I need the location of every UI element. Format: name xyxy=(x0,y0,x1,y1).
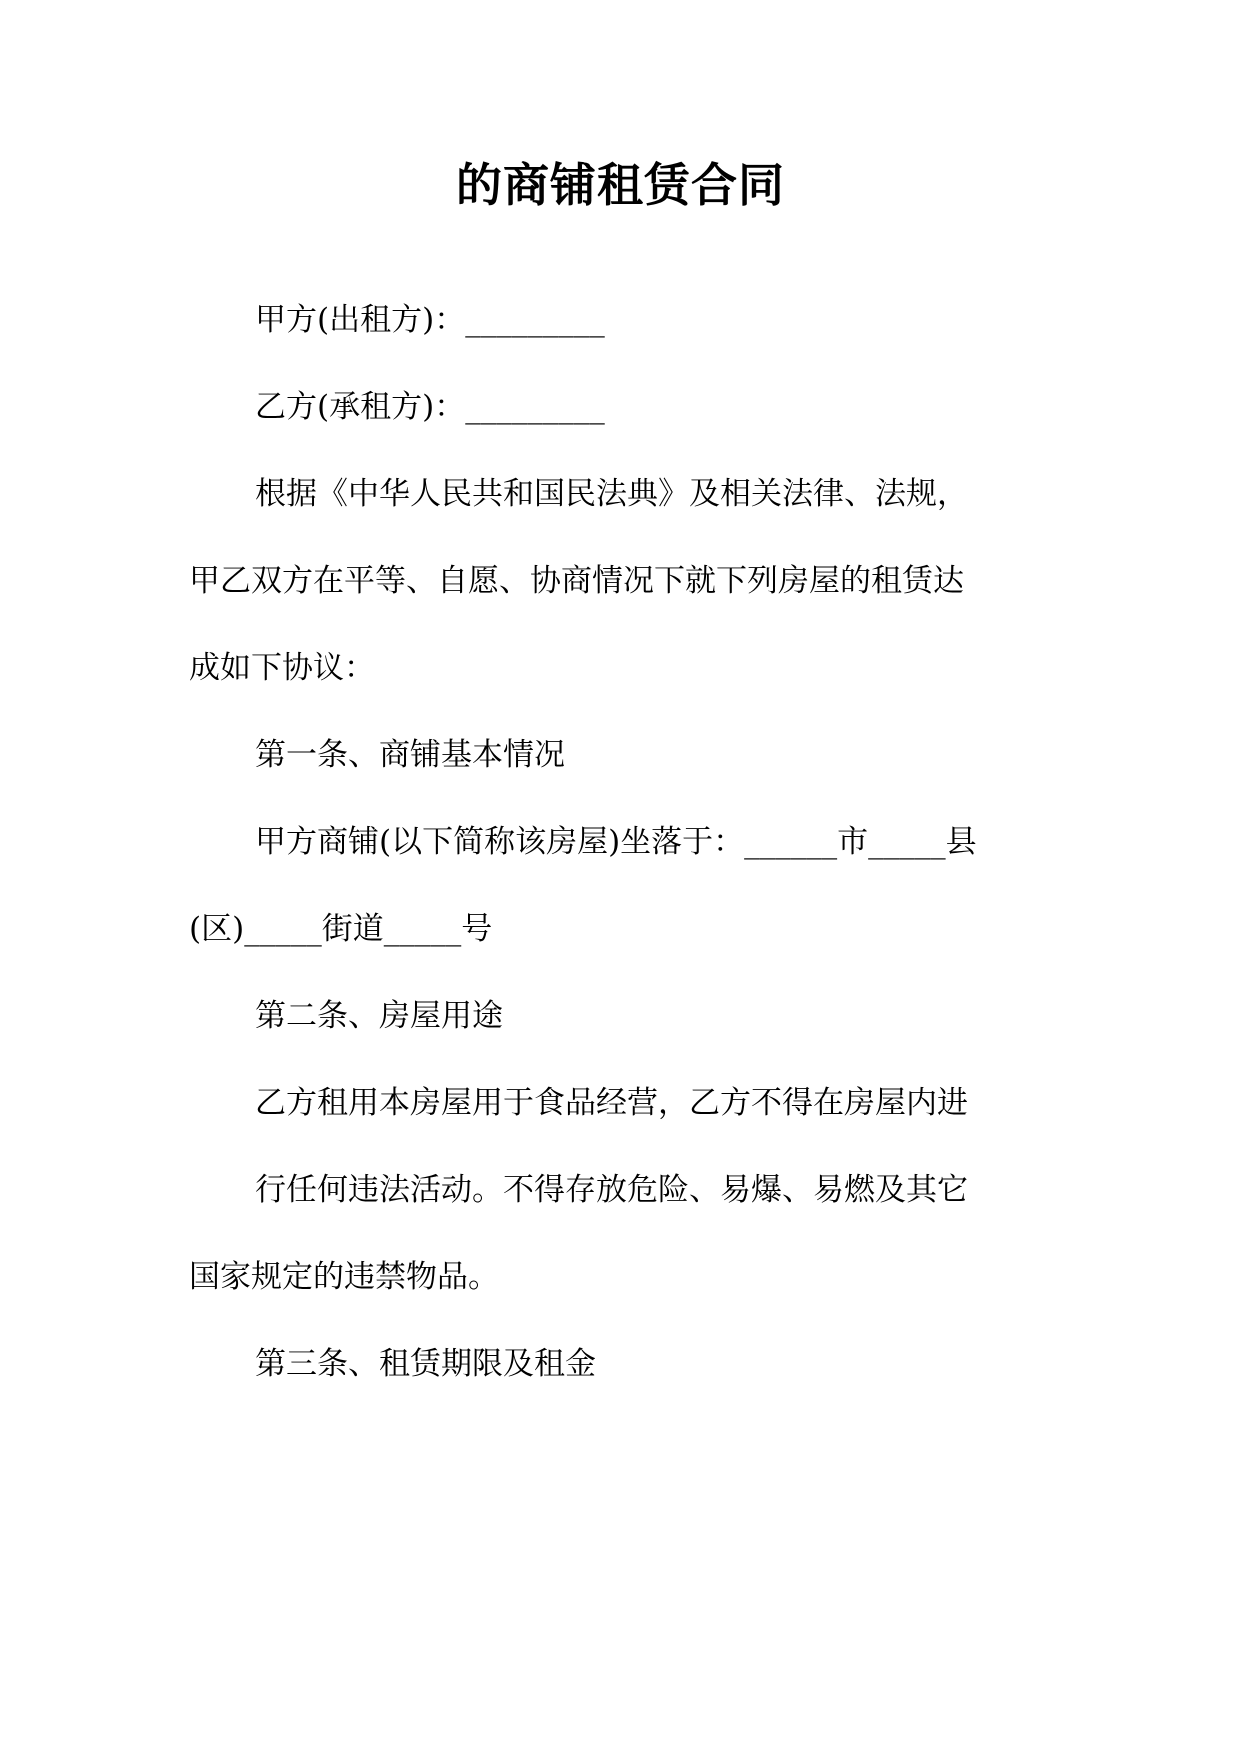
paragraph-line: 根据《中华人民共和国民法典》及相关法律、法规， xyxy=(255,476,968,512)
paragraph-line: 国家规定的违禁物品。 xyxy=(189,1259,499,1295)
article-heading: 第一条、商铺基本情况 xyxy=(255,737,565,773)
article-heading: 第二条、房屋用途 xyxy=(255,998,503,1034)
paragraph-line: 行任何违法活动。不得存放危险、易爆、易燃及其它 xyxy=(255,1172,968,1208)
article-heading: 第三条、租赁期限及租金 xyxy=(255,1346,596,1382)
paragraph-line: (区)_____街道_____号 xyxy=(189,911,493,947)
paragraph-line: 甲方商铺(以下简称该房屋)坐落于：______市_____县 xyxy=(255,824,977,860)
paragraph-line: 成如下协议： xyxy=(189,650,375,686)
party-a-line: 甲方(出租方)：_________ xyxy=(255,302,605,338)
document-title: 的商铺租赁合同 xyxy=(456,158,785,212)
paragraph-line: 甲乙双方在平等、自愿、协商情况下就下列房屋的租赁达 xyxy=(189,563,964,599)
paragraph-line: 乙方租用本房屋用于食品经营，乙方不得在房屋内进 xyxy=(255,1085,968,1121)
party-b-line: 乙方(承租方)：_________ xyxy=(255,389,605,425)
